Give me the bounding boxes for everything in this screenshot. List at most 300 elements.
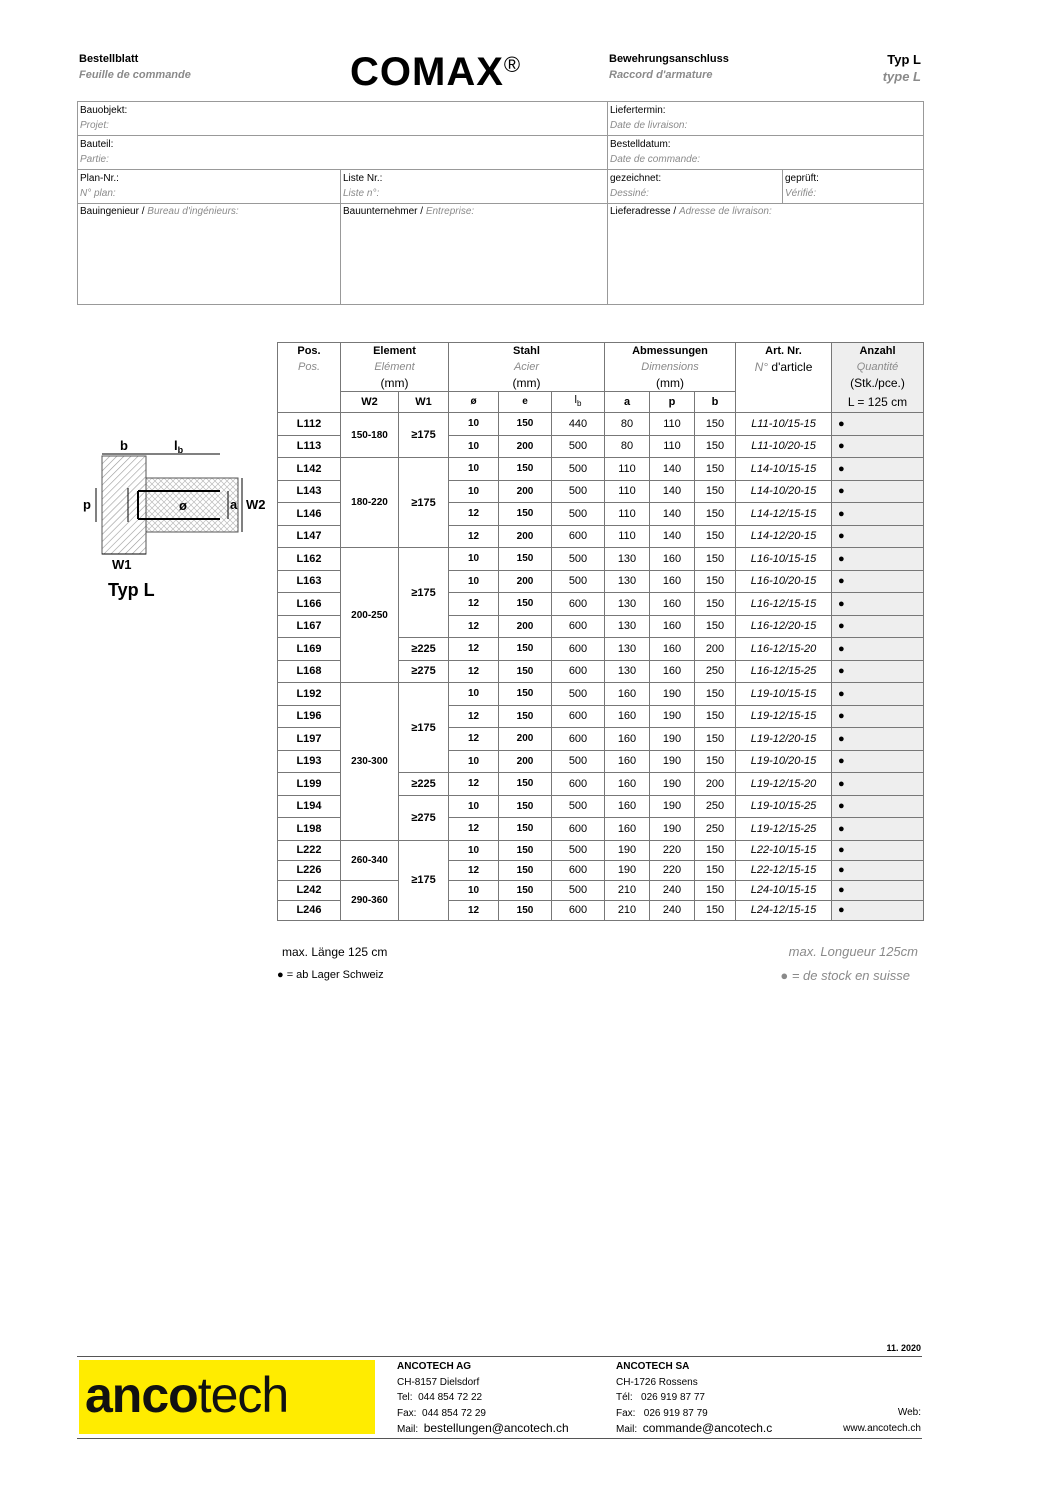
plan-nr-field[interactable]: [78, 170, 341, 204]
header-art-nr-fr: N° d'article: [736, 359, 832, 375]
geprueft-field[interactable]: [783, 170, 923, 204]
cell-b: 250: [695, 795, 736, 818]
cell-pos: L193: [278, 750, 341, 773]
quantity-input[interactable]: ●: [832, 705, 924, 728]
ag-mail[interactable]: Mail: bestellungen@ancotech.ch: [397, 1421, 569, 1435]
cell-p: 240: [650, 880, 695, 900]
cell-art: L16-12/15-20: [736, 638, 832, 661]
brand-name: COMAX: [350, 50, 504, 94]
bauteil-label: Bauteil:: [80, 139, 114, 150]
quantity-input[interactable]: ●: [832, 435, 924, 458]
cell-a: 110: [605, 503, 650, 526]
bauingenieur-field[interactable]: [78, 204, 341, 304]
sa-fax: Fax: 026 919 87 79: [616, 1407, 708, 1419]
cell-a: 130: [605, 570, 650, 593]
cell-p: 190: [650, 818, 695, 841]
table-row: [278, 880, 924, 900]
cell-a: 160: [605, 818, 650, 841]
liefertermin-label: Liefertermin:: [610, 105, 666, 116]
ag-name: ANCOTECH AG: [397, 1361, 472, 1372]
plan-nr-label-fr: N° plan:: [80, 188, 116, 199]
quantity-input[interactable]: ●: [832, 860, 924, 880]
cell-lb: 500: [552, 503, 605, 526]
cell-art: L16-12/15-15: [736, 593, 832, 616]
bauingenieur-label: Bauingenieur /: [80, 206, 148, 217]
cell-a: 160: [605, 750, 650, 773]
cell-w1-group: ≥175: [399, 683, 449, 773]
cell-b: 150: [695, 480, 736, 503]
cell-d: 10: [449, 570, 499, 593]
label-phi: ø: [179, 498, 187, 513]
quantity-input[interactable]: ●: [832, 773, 924, 796]
cell-art: L14-12/15-15: [736, 503, 832, 526]
quantity-input[interactable]: ●: [832, 660, 924, 683]
cell-lb: 500: [552, 435, 605, 458]
header-abmessungen: Abmessungen: [605, 343, 736, 360]
ag-city: CH-8157 Dielsdorf: [397, 1376, 480, 1388]
cell-art: L14-10/15-15: [736, 458, 832, 481]
cell-lb: 500: [552, 683, 605, 706]
quantity-input[interactable]: ●: [832, 900, 924, 920]
cell-p: 140: [650, 480, 695, 503]
cell-e: 150: [499, 900, 552, 920]
cell-d: 12: [449, 773, 499, 796]
cell-d: 12: [449, 593, 499, 616]
cell-b: 150: [695, 880, 736, 900]
cell-b: 150: [695, 413, 736, 436]
cell-b: 150: [695, 728, 736, 751]
cell-w2-group: 230-300: [341, 683, 399, 841]
header-element: Element: [341, 343, 449, 360]
cell-b: 250: [695, 818, 736, 841]
cell-a: 190: [605, 860, 650, 880]
cell-p: 160: [650, 660, 695, 683]
cell-p: 240: [650, 900, 695, 920]
cell-pos: L112: [278, 413, 341, 436]
cell-b: 200: [695, 638, 736, 661]
diagram-caption: Typ L: [108, 580, 155, 600]
cell-b: 150: [695, 458, 736, 481]
form-title-de: Bestellblatt: [79, 53, 139, 65]
bauunternehmer-label-fr: Entreprise:: [425, 206, 475, 217]
cell-art: L22-10/15-15: [736, 840, 832, 860]
cell-b: 150: [695, 840, 736, 860]
cell-lb: 600: [552, 860, 605, 880]
stock-note: ● = ab Lager Schweiz: [277, 969, 384, 981]
type-label-fr: type L: [882, 69, 921, 84]
cell-d: 12: [449, 660, 499, 683]
quantity-input[interactable]: ●: [832, 615, 924, 638]
quantity-input[interactable]: ●: [832, 570, 924, 593]
web-label: Web:: [897, 1407, 921, 1418]
cell-w2-group: 290-360: [341, 880, 399, 920]
cell-art: L19-12/15-20: [736, 773, 832, 796]
cell-a: 160: [605, 705, 650, 728]
cell-d: 12: [449, 860, 499, 880]
cell-pos: L222: [278, 840, 341, 860]
label-w2: W2: [246, 497, 266, 512]
cell-p: 140: [650, 503, 695, 526]
bauingenieur-label-fr: Bureau d'ingénieurs:: [147, 206, 239, 217]
max-length-note: max. Länge 125 cm: [282, 945, 388, 959]
cell-lb: 500: [552, 880, 605, 900]
cell-e: 150: [499, 413, 552, 436]
cell-art: L16-10/20-15: [736, 570, 832, 593]
cell-lb: 600: [552, 660, 605, 683]
cell-p: 190: [650, 728, 695, 751]
cell-lb: 600: [552, 705, 605, 728]
cell-lb: 500: [552, 570, 605, 593]
slab-section: [146, 478, 238, 532]
quantity-input[interactable]: ●: [832, 795, 924, 818]
cell-art: L14-10/20-15: [736, 480, 832, 503]
cell-e: 200: [499, 480, 552, 503]
footer-sa: [616, 1359, 772, 1438]
bauunternehmer-field[interactable]: [341, 204, 608, 304]
quantity-input[interactable]: ●: [832, 818, 924, 841]
product-table: [277, 342, 924, 921]
footer-web: [843, 1405, 921, 1436]
cell-b: 150: [695, 683, 736, 706]
cell-p: 190: [650, 705, 695, 728]
cell-d: 12: [449, 525, 499, 548]
bauobjekt-field[interactable]: [78, 102, 608, 136]
header-abmessungen-fr: Dimensions: [605, 359, 736, 375]
table-row: [278, 548, 924, 571]
cell-pos: L113: [278, 435, 341, 458]
cell-d: 10: [449, 480, 499, 503]
header-element-unit: (mm): [341, 375, 449, 392]
cell-d: 12: [449, 705, 499, 728]
cell-p: 140: [650, 458, 695, 481]
bauobjekt-label-fr: Projet:: [80, 120, 109, 131]
cell-a: 110: [605, 525, 650, 548]
quantity-input[interactable]: ●: [832, 638, 924, 661]
header-stahl: Stahl: [449, 343, 605, 360]
quantity-input[interactable]: ●: [832, 503, 924, 526]
cell-b: 150: [695, 435, 736, 458]
cell-pos: L242: [278, 880, 341, 900]
cell-art: L24-12/15-15: [736, 900, 832, 920]
type-l-diagram: [80, 436, 270, 606]
col-lb: $l_b$: [552, 392, 605, 413]
cell-b: 150: [695, 593, 736, 616]
table-row: [278, 683, 924, 706]
header-stahl-fr: Acier: [449, 359, 605, 375]
cell-pos: L194: [278, 795, 341, 818]
cell-p: 220: [650, 860, 695, 880]
cell-d: 10: [449, 795, 499, 818]
cell-a: 130: [605, 660, 650, 683]
geprueft-label: geprüft:: [785, 173, 819, 184]
cell-e: 200: [499, 435, 552, 458]
cell-b: 150: [695, 860, 736, 880]
cell-pos: L226: [278, 860, 341, 880]
col-p: p: [650, 392, 695, 413]
cell-d: 10: [449, 750, 499, 773]
cell-a: 160: [605, 728, 650, 751]
cell-p: 190: [650, 750, 695, 773]
table-row: [278, 840, 924, 860]
revision-date: 11. 2020: [886, 1343, 921, 1353]
cell-b: 150: [695, 525, 736, 548]
gezeichnet-field[interactable]: [608, 170, 783, 204]
quantity-input[interactable]: ●: [832, 413, 924, 436]
cell-e: 150: [499, 880, 552, 900]
cell-a: 210: [605, 880, 650, 900]
cell-pos: L167: [278, 615, 341, 638]
header-stahl-unit: (mm): [449, 375, 605, 392]
wall-section: [102, 456, 146, 554]
col-e: e: [499, 392, 552, 413]
cell-b: 150: [695, 750, 736, 773]
cell-pos: L163: [278, 570, 341, 593]
liste-nr-label: Liste Nr.:: [343, 173, 383, 184]
cell-b: 150: [695, 503, 736, 526]
cell-art: L14-12/20-15: [736, 525, 832, 548]
cell-p: 190: [650, 773, 695, 796]
cell-b: 150: [695, 548, 736, 571]
bauteil-field[interactable]: [78, 136, 608, 170]
cell-p: 190: [650, 795, 695, 818]
label-b: b: [120, 438, 128, 453]
cell-w2-group: 150-180: [341, 413, 399, 458]
cell-lb: 600: [552, 593, 605, 616]
cell-a: 80: [605, 435, 650, 458]
table-row: [278, 458, 924, 481]
cell-e: 150: [499, 503, 552, 526]
cell-pos: L162: [278, 548, 341, 571]
cell-e: 150: [499, 548, 552, 571]
cell-lb: 600: [552, 525, 605, 548]
cell-d: 12: [449, 638, 499, 661]
bestelldatum-label-fr: Date de commande:: [610, 154, 701, 165]
ag-tel: Tel: 044 854 72 22: [397, 1392, 483, 1403]
cell-p: 110: [650, 435, 695, 458]
cell-e: 150: [499, 593, 552, 616]
cell-lb: 500: [552, 840, 605, 860]
cell-a: 160: [605, 795, 650, 818]
cell-d: 10: [449, 548, 499, 571]
bauobjekt-label: Bauobjekt:: [80, 105, 128, 116]
cell-art: L11-10/20-15: [736, 435, 832, 458]
cell-art: L11-10/15-15: [736, 413, 832, 436]
cell-e: 150: [499, 795, 552, 818]
type-label-de: Typ L: [887, 52, 921, 67]
cell-p: 140: [650, 525, 695, 548]
cell-pos: L192: [278, 683, 341, 706]
cell-e: 150: [499, 773, 552, 796]
cell-a: 110: [605, 480, 650, 503]
header-qty-length: L = 125 cm: [832, 392, 924, 413]
label-w1: W1: [112, 557, 132, 572]
cell-pos: L147: [278, 525, 341, 548]
cell-a: 80: [605, 413, 650, 436]
cell-lb: 600: [552, 615, 605, 638]
label-a: a: [230, 497, 238, 512]
stock-note-fr: ● = de stock en suisse: [780, 968, 910, 983]
cell-a: 190: [605, 840, 650, 860]
footer-divider-top: [77, 1356, 922, 1357]
cell-b: 150: [695, 570, 736, 593]
col-b: b: [695, 392, 736, 413]
cell-lb: 440: [552, 413, 605, 436]
form-title-fr: Feuille de commande: [79, 69, 191, 81]
cell-b: 150: [695, 900, 736, 920]
cell-d: 10: [449, 880, 499, 900]
quantity-input[interactable]: ●: [832, 480, 924, 503]
ancotech-logo: ancotech: [79, 1360, 375, 1434]
cell-p: 160: [650, 548, 695, 571]
col-diameter: ø: [449, 392, 499, 413]
cell-art: L19-12/15-25: [736, 818, 832, 841]
cell-lb: 600: [552, 773, 605, 796]
cell-p: 110: [650, 413, 695, 436]
header-anzahl: Anzahl: [832, 343, 924, 360]
cell-b: 250: [695, 660, 736, 683]
cell-p: 160: [650, 615, 695, 638]
cell-pos: L199: [278, 773, 341, 796]
cell-e: 150: [499, 638, 552, 661]
cell-w1-group: ≥175: [399, 840, 449, 920]
cell-pos: L146: [278, 503, 341, 526]
sa-city: CH-1726 Rossens: [616, 1376, 698, 1388]
geprueft-label-fr: Vérifié:: [785, 188, 817, 199]
project-info-box: [77, 101, 924, 305]
quantity-input[interactable]: ●: [832, 458, 924, 481]
cell-art: L19-12/15-15: [736, 705, 832, 728]
cell-a: 130: [605, 615, 650, 638]
cell-e: 200: [499, 750, 552, 773]
cell-pos: L197: [278, 728, 341, 751]
cell-e: 150: [499, 458, 552, 481]
cell-a: 160: [605, 683, 650, 706]
cell-e: 150: [499, 660, 552, 683]
cell-d: 12: [449, 728, 499, 751]
cell-p: 160: [650, 593, 695, 616]
quantity-input[interactable]: ●: [832, 683, 924, 706]
cell-lb: 600: [552, 900, 605, 920]
cell-p: 220: [650, 840, 695, 860]
cell-d: 12: [449, 900, 499, 920]
cell-d: 10: [449, 458, 499, 481]
brand-title: [350, 50, 521, 95]
cell-e: 150: [499, 818, 552, 841]
cell-e: 200: [499, 525, 552, 548]
web-url[interactable]: www.ancotech.ch: [843, 1422, 921, 1434]
quantity-input[interactable]: ●: [832, 548, 924, 571]
ag-fax: Fax: 044 854 72 29: [397, 1407, 486, 1419]
cell-d: 12: [449, 503, 499, 526]
cell-e: 200: [499, 728, 552, 751]
cell-a: 210: [605, 900, 650, 920]
cell-lb: 500: [552, 458, 605, 481]
cell-pos: L169: [278, 638, 341, 661]
liefertermin-field[interactable]: [608, 102, 923, 136]
quantity-input[interactable]: ●: [832, 880, 924, 900]
cell-lb: 600: [552, 638, 605, 661]
cell-e: 150: [499, 840, 552, 860]
cell-pos: L198: [278, 818, 341, 841]
cell-d: 10: [449, 840, 499, 860]
quantity-input[interactable]: ●: [832, 525, 924, 548]
header-pos: Pos.: [278, 343, 341, 360]
sa-mail[interactable]: Mail: commande@ancotech.c: [616, 1421, 773, 1435]
quantity-input[interactable]: ●: [832, 728, 924, 751]
cell-e: 150: [499, 705, 552, 728]
quantity-input[interactable]: ●: [832, 750, 924, 773]
cell-b: 200: [695, 773, 736, 796]
cell-lb: 600: [552, 818, 605, 841]
cell-w2-group: 180-220: [341, 458, 399, 548]
cell-e: 200: [499, 570, 552, 593]
col-a: a: [605, 392, 650, 413]
cell-pos: L168: [278, 660, 341, 683]
cell-a: 110: [605, 458, 650, 481]
table-row: [278, 413, 924, 436]
col-w1: W1: [399, 392, 449, 413]
cell-w2-group: 200-250: [341, 548, 399, 683]
header-qty-unit: (Stk./pce.): [832, 375, 924, 392]
header-element-fr: Elément: [341, 359, 449, 375]
cell-art: L24-10/15-15: [736, 880, 832, 900]
lieferadresse-label-fr: Adresse de livraison:: [678, 206, 772, 217]
header-pos-fr: Pos.: [278, 359, 341, 375]
cell-e: 150: [499, 683, 552, 706]
label-p: p: [83, 497, 91, 512]
cell-d: 10: [449, 413, 499, 436]
cell-art: L19-10/15-15: [736, 683, 832, 706]
cell-d: 12: [449, 818, 499, 841]
cell-lb: 600: [552, 728, 605, 751]
cell-b: 150: [695, 705, 736, 728]
bestelldatum-label: Bestelldatum:: [610, 139, 671, 150]
cell-w1-group: ≥275: [399, 795, 449, 840]
liste-nr-field[interactable]: [341, 170, 608, 204]
bestelldatum-field[interactable]: [608, 136, 923, 170]
gezeichnet-label-fr: Dessiné:: [610, 188, 649, 199]
registered-mark: ®: [503, 52, 522, 77]
cell-w1-group: ≥175: [399, 413, 449, 458]
liste-nr-label-fr: Liste n°:: [343, 188, 380, 199]
cell-p: 160: [650, 638, 695, 661]
cell-pos: L142: [278, 458, 341, 481]
cell-art: L19-10/15-25: [736, 795, 832, 818]
cell-d: 12: [449, 615, 499, 638]
cell-art: L16-10/15-15: [736, 548, 832, 571]
cell-w1-group: ≥275: [399, 660, 449, 683]
lieferadresse-field[interactable]: [608, 204, 923, 304]
product-name-de: Bewehrungsanschluss: [609, 53, 729, 65]
plan-nr-label: Plan-Nr.:: [80, 173, 119, 184]
cell-w1-group: ≥175: [399, 458, 449, 548]
liefertermin-label-fr: Date de livraison:: [610, 120, 688, 131]
footer-ag: [397, 1359, 569, 1438]
header-abm-unit: (mm): [605, 375, 736, 392]
cell-p: 160: [650, 570, 695, 593]
cell-pos: L196: [278, 705, 341, 728]
cell-w2-group: 260-340: [341, 840, 399, 880]
cell-a: 130: [605, 638, 650, 661]
bauteil-label-fr: Partie:: [80, 154, 109, 165]
cell-w1-group: ≥225: [399, 638, 449, 661]
cell-lb: 500: [552, 548, 605, 571]
header-art-nr: Art. Nr.: [736, 343, 832, 360]
quantity-input[interactable]: ●: [832, 593, 924, 616]
gezeichnet-label: gezeichnet:: [610, 173, 662, 184]
quantity-input[interactable]: ●: [832, 840, 924, 860]
cell-p: 190: [650, 683, 695, 706]
